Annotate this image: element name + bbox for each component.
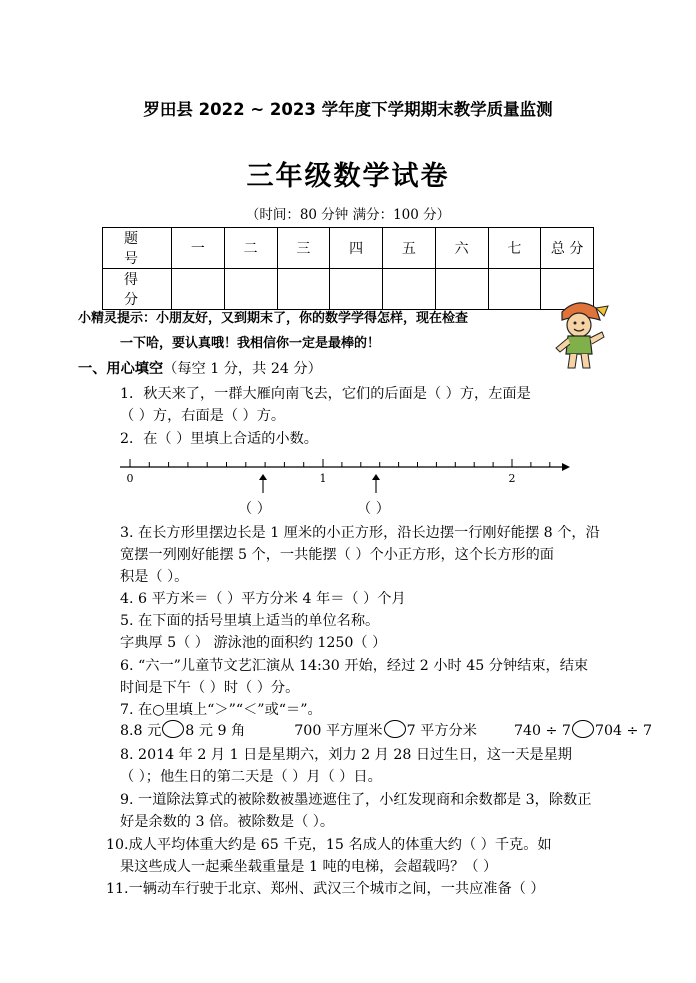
score-header-cell: 三	[277, 228, 330, 269]
comparison-2-circle-blank[interactable]	[384, 720, 406, 738]
comparison-3-left: 740 ÷ 7	[513, 723, 571, 739]
question-1-line-2: （ ）方，右面是（ ）方。	[120, 408, 286, 424]
comparison-3-right: 704 ÷ 7	[594, 723, 652, 739]
comparison-1-left: 8.8 元	[120, 723, 162, 739]
question-7-line-1: 7. 在○里填上“＞”“＜”或“＝”。	[120, 702, 322, 718]
score-row-label: 得 分	[103, 269, 172, 310]
score-header-cell: 一	[172, 228, 225, 269]
question-2-answer-blank-2[interactable]: （ ）	[357, 501, 390, 517]
question-2: 2．在（ ）里填上合适的小数。	[120, 431, 318, 447]
comparison-3-circle-blank[interactable]	[572, 720, 594, 738]
comparison-1-right: 8 元 9 角	[185, 723, 246, 739]
score-header-cell: 五	[383, 228, 436, 269]
question-3-line-1: 3. 在长方形里摆边长是 1 厘米的小正方形，沿长边摆一行刚好能摆 8 个，沿	[120, 525, 600, 541]
question-6-line-1: 6. “六一”儿童节文艺汇演从 14:30 开始，经过 2 小时 45 分钟结束，结束	[120, 658, 589, 674]
exam-header-line: 罗田县 2022 ~ 2023 学年度下学期期末教学质量监测	[143, 100, 553, 119]
cartoon-child-illustration	[548, 298, 610, 372]
score-cell	[172, 269, 225, 310]
question-3-line-2: 宽摆一列刚好能摆 5 个，一共能摆（ ）个小正方形，这个长方形的面	[120, 547, 554, 563]
question-8-line-2: （ ）；他生日的第二天是（ ）月（ ）日。	[120, 769, 382, 785]
score-header-cell: 总 分	[541, 228, 594, 269]
score-header-cell: 六	[435, 228, 488, 269]
score-cell	[330, 269, 383, 310]
number-line-label-2: 2	[508, 472, 516, 485]
score-cell	[383, 269, 436, 310]
number-line-arrowhead	[562, 463, 570, 471]
comparison-2-right: 7 平方分米	[406, 723, 477, 739]
score-table-header-row	[103, 228, 594, 269]
score-cell	[224, 269, 277, 310]
question-1-line-1: 1．秋天来了，一群大雁向南飞去，它们的后面是（ ）方，左面是	[120, 386, 531, 402]
number-line-label-0: 0	[126, 472, 134, 485]
score-table-score-row	[103, 269, 594, 310]
tip-line-1: 小精灵提示：小朋友好，又到期末了，你的数学学得怎样，现在检查	[78, 311, 469, 326]
score-cell	[277, 269, 330, 310]
question-10-line-1: 10.成人平均体重大约是 65 千克，15 名成人的体重大约（ ）千克。如	[106, 837, 552, 853]
question-5-line-1: 5. 在下面的括号里填上适当的单位名称。	[120, 613, 380, 629]
comparison-2-left: 700 平方厘米	[294, 723, 383, 739]
section-1-note: （每空 1 分，共 24 分）	[163, 361, 322, 377]
question-3-line-3: 积是（ ）。	[120, 569, 189, 585]
score-header-cell: 四	[330, 228, 383, 269]
question-2-answer-blank-1[interactable]: （ ）	[238, 501, 271, 517]
number-line-pointer-head-1	[259, 474, 267, 480]
score-header-cell: 题 号	[103, 228, 172, 269]
score-cell	[435, 269, 488, 310]
number-line-label-1: 1	[319, 472, 327, 485]
number-line	[110, 455, 570, 495]
question-9-line-1: 9. 一道除法算式的被除数被墨迹遮住了，小红发现商和余数都是 3，除数正	[120, 792, 592, 808]
question-5-line-2: 字典厚 5（ ） 游泳池的面积约 1250（ ）	[120, 635, 387, 651]
comparison-1-circle-blank[interactable]	[162, 720, 184, 738]
section-1-title: 一、用心填空	[78, 361, 164, 377]
question-8-line-1: 8. 2014 年 2 月 1 日是星期六，刘力 2 月 28 日过生日，这一天是星期	[120, 747, 572, 763]
question-6-line-2: 时间是下午（ ）时（ ）分。	[120, 680, 300, 696]
question-7-comparisons	[120, 720, 652, 740]
question-11: 11.一辆动车行驶于北京、郑州、武汉三个城市之间，一共应准备（ ）	[106, 881, 545, 897]
question-9-line-2: 好是余数的 3 倍。被除数是（ ）。	[120, 814, 335, 830]
score-cell	[488, 269, 541, 310]
number-line-ticks	[130, 459, 550, 467]
number-line-pointer-head-2	[372, 474, 380, 480]
question-4: 4. 6 平方米＝（ ）平方分米 4 年＝（ ）个月	[120, 591, 406, 607]
section-1-heading	[78, 358, 322, 378]
tip-line-2: 一下哈，要认真哦！我相信你一定是最棒的！	[120, 336, 381, 351]
score-header-cell: 二	[224, 228, 277, 269]
question-10-line-2: 果这些成人一起乘坐载重量是 1 吨的电梯，会超载吗？（ ）	[120, 859, 498, 875]
page-title: 三年级数学试卷	[246, 161, 450, 192]
score-table	[102, 227, 594, 310]
score-header-cell: 七	[488, 228, 541, 269]
exam-info: （时间：80 分钟 满分：100 分）	[245, 207, 451, 223]
